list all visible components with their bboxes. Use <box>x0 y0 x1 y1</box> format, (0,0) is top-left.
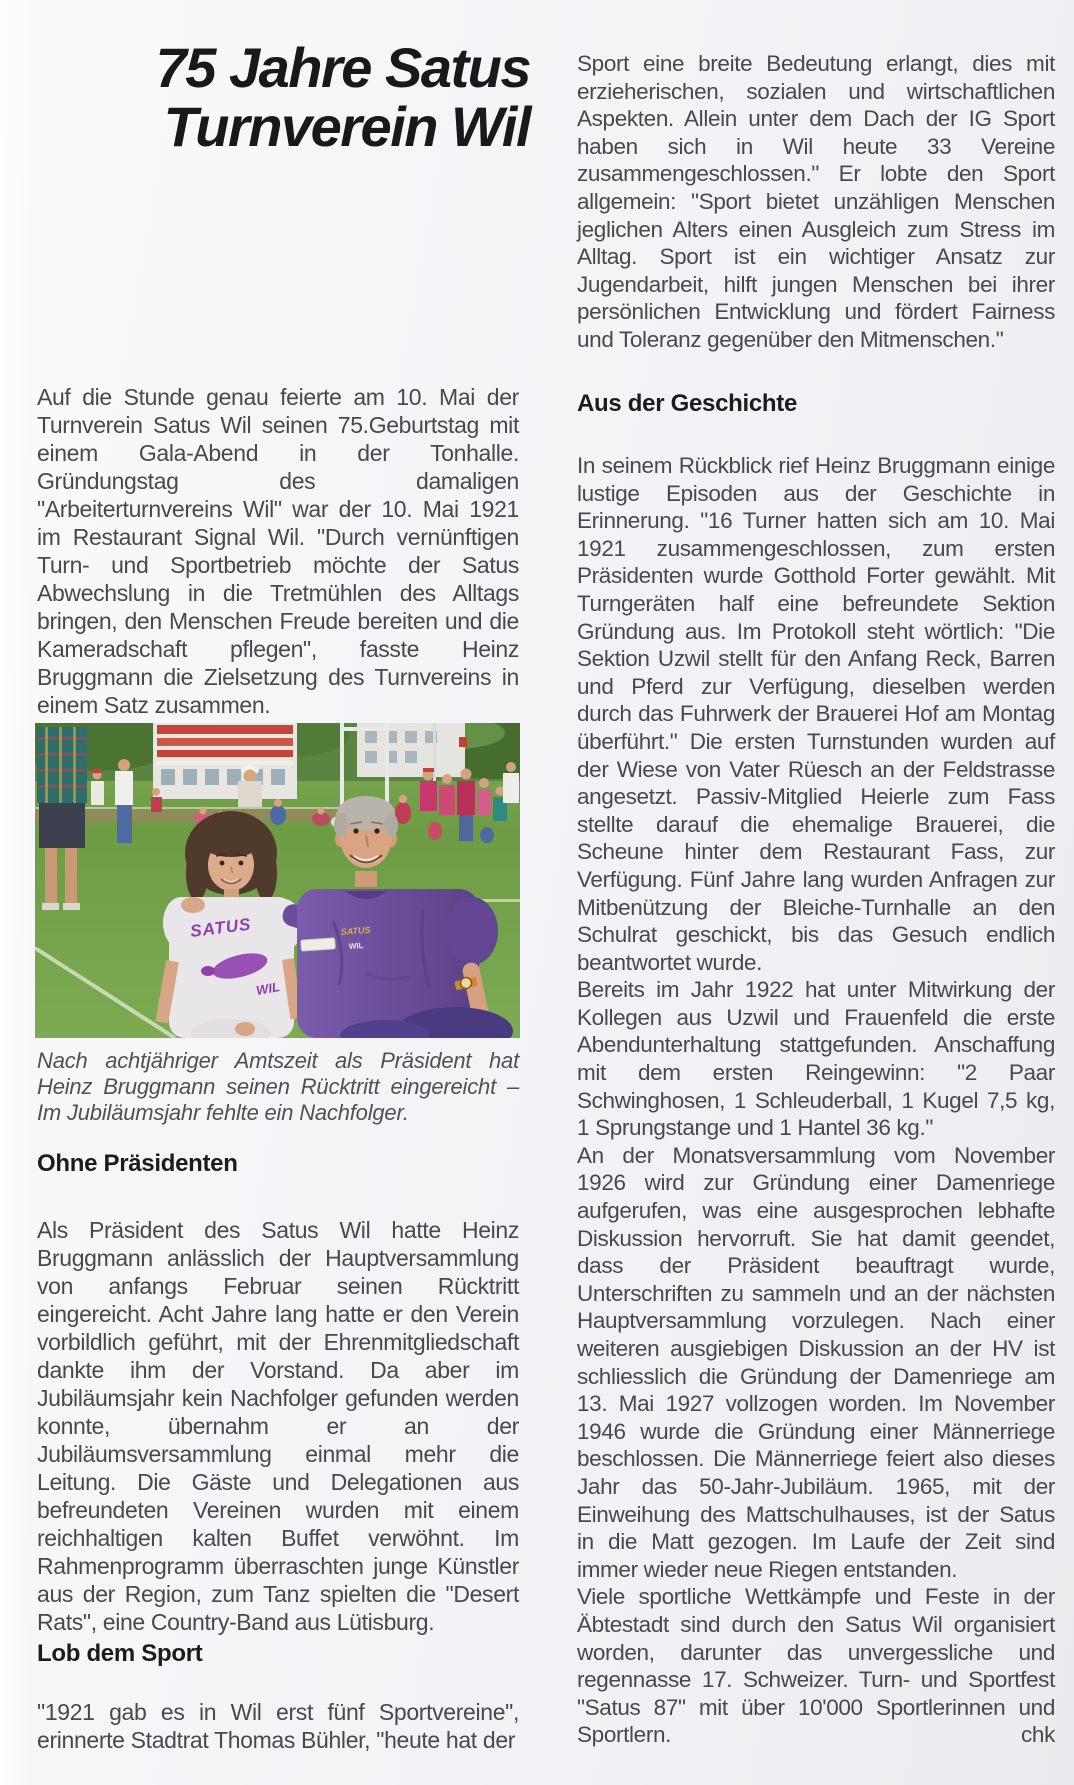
paragraph-geschichte-4 <box>577 1583 1055 1749</box>
page-title-line2: Turnverein Wil <box>163 95 530 158</box>
paragraph-ohne-praesidenten: Als Präsident des Satus Wil hatte Heinz Bruggmann anlässlich der Hauptversammlung von anfangs Februar seinen Rücktritt eingereicht. Acht Jahre lang hatte er den Verein vorbildlich geführt, mit der Ehrenmitgliedschaft dankte ihm der Vorstand. Da aber im Jubiläumsjahr kein Nachfolger gefunden werden konnte, übernahm er an der Jubiläumsversammlung einmal mehr die Leitung. Die Gäste und Delegationen aus befreundeten Vereinen wurden mit einem reichhaltigen kalten Buffet verwöhnt. Im Rahmenprogramm überraschten junge Künstler aus der Region, zum Tanz spielten die "Desert Rats", eine Country-Band aus Lütisburg. <box>37 1217 519 1635</box>
page-title-line1: 75 Jahre Satus <box>155 36 530 99</box>
paragraph-geschichte-4-text: Viele sportliche Wettkämpfe und Feste in der Äbtestadt sind durch den Satus Wil organisiert worden, darunter das unvergessliche und regennasse 17. Schweizer. Turn- und Sportfest "Satus 87" mit über 10'000 Sportlerinnen und Sportlern. <box>577 1584 1055 1748</box>
man-shirt-text-satus: SATUS <box>340 924 371 937</box>
girl-shirt-text-satus: SATUS <box>189 914 253 941</box>
photo-caption: Nach achtjähriger Amtszeit als Präsident hat Heinz Bruggmann seinen Rücktritt eingereicht – Im Jubiläumsjahr fehlte ein Nachfolger. <box>37 1048 519 1125</box>
paragraph-geschichte-3: An der Monatsversammlung vom November 1926 wird zur Gründung einer Damenriege aufgerufen, was eine ausgesprochen lebhafte Diskussion hervorruft. Sie hat damit geendet, dass der Präsident beauftragt wurde, Unterschriften zu sammeln und an der nächsten Hauptversammlung vorzulegen. Nach einer weiteren ausgiebigen Diskussion an der HV ist schliesslich die Gründung der Damenriege am 13. Mai 1927 vollzogen worden. Im November 1946 wurde die Gründung einer Männerriege beschlossen. Die Männerriege feiert also dieses Jahr das 50-Jahr-Jubiläum. 1965, mit der Einweihung des Mattschulhauses, ist der Satus in die Matt gezogen. Im Laufe der Zeit sind immer wieder neue Riegen entstanden. <box>577 1142 1055 1582</box>
paragraph-geschichte-2: Bereits im Jahr 1922 hat unter Mitwirkung der Kollegen aus Uzwil und Frauenfeld die erste Abendunterhaltung stattgefunden. Anschaffung mit dem ersten Reingewinn: "2 Paar Schwinghosen, 1 Schleuderball, 1 Kugel 7,5 kg, 1 Sprungstange und 1 Hantel 36 kg." <box>577 977 1055 1141</box>
author-initials: chk <box>1021 1722 1055 1748</box>
intro-paragraph: Auf die Stunde genau feierte am 10. Mai der Turnverein Satus Wil seinen 75.Geburtstag mit einem Gala-Abend in der Tonhalle. Gründungstag des damaligen "Arbeiterturnvereins Wil" war der 10. Mai 1921 im Restaurant Signal Wil. "Durch vernünftigen Turn- und Sportbetrieb möchte der Satus Abwechslung in die Tretmühlen des Alltags bringen, den Menschen Freude bereiten und die Kameradschaft pflegen", fasste Heinz Bruggmann die Zielsetzung des Turnvereins in einem Satz zusammen. <box>37 384 519 718</box>
photo-illustration <box>35 723 520 1038</box>
section-heading-lob-dem-sport: Lob dem Sport <box>37 1640 203 1667</box>
article-header <box>30 38 530 156</box>
geschichte-text-block <box>577 452 1055 1749</box>
article-photo <box>35 723 520 1038</box>
paragraph-geschichte-1: In seinem Rückblick rief Heinz Bruggmann einige lustige Episoden aus der Geschichte in Erinnerung. "16 Turner hatten sich am 10. Mai 1921 zusammengeschlossen, zum ersten Präsidenten wurde Gotthold Forter gewählt. Mit Turngeräten half eine befreundete Sektion Gründung aus. Im Protokoll steht wörtlich: "Die Sektion Uzwil stellt für den Anfang Reck, Barren und Pferd zur Verfügung, dieselben werden durch das Fuhrwerk der Brauerei Hof am Montag überführt." Die ersten Turnstunden wurden auf der Wiese von Vater Rüesch an der Feldstrasse angesetzt. Passiv-Mitglied Heierle zum Fass stellte darauf die ehemalige Brauerei, die Scheune hinter dem Restaurant Fass, zur Verfügung. Fünf Jahre lang wurden Anfragen zur Mitbenützung der Bleiche-Turnhalle an den Schulrat geschickt, bis das Gesuch endlich beantwortet wurde. <box>577 453 1055 975</box>
section-heading-ohne-praesidenten: Ohne Präsidenten <box>37 1150 238 1177</box>
paragraph-continuation: Sport eine breite Bedeutung erlangt, dies mit erzieherischen, sozialen und wirtschaftlichen Aspekten. Allein unter dem Dach der IG Sport haben sich in Wil heute 33 Vereine zusammengeschlossen." Er lobte den Sport allgemein: "Sport bietet unzähligen Menschen jeglichen Alters einen Ausgleich zum Stress im Alltag. Sport ist ein wichtiger Ansatz zur Jugendarbeit, hilft jungen Menschen bei ihrer persönlichen Entwicklung und fördert Fairness und Toleranz gegenüber den Mitmenschen." <box>577 51 1055 352</box>
building-left <box>153 723 297 799</box>
building-right <box>357 723 467 777</box>
page-title <box>30 38 530 156</box>
man-shirt-text-wil: WIL <box>348 940 364 951</box>
section-heading-aus-der-geschichte: Aus der Geschichte <box>577 390 798 417</box>
paragraph-lob-dem-sport: "1921 gab es in Wil erst fünf Sportvereine", erinnerte Stadtrat Thomas Bühler, "heute hat der <box>37 1699 519 1753</box>
girl-shirt-text-wil: WIL <box>254 979 281 998</box>
